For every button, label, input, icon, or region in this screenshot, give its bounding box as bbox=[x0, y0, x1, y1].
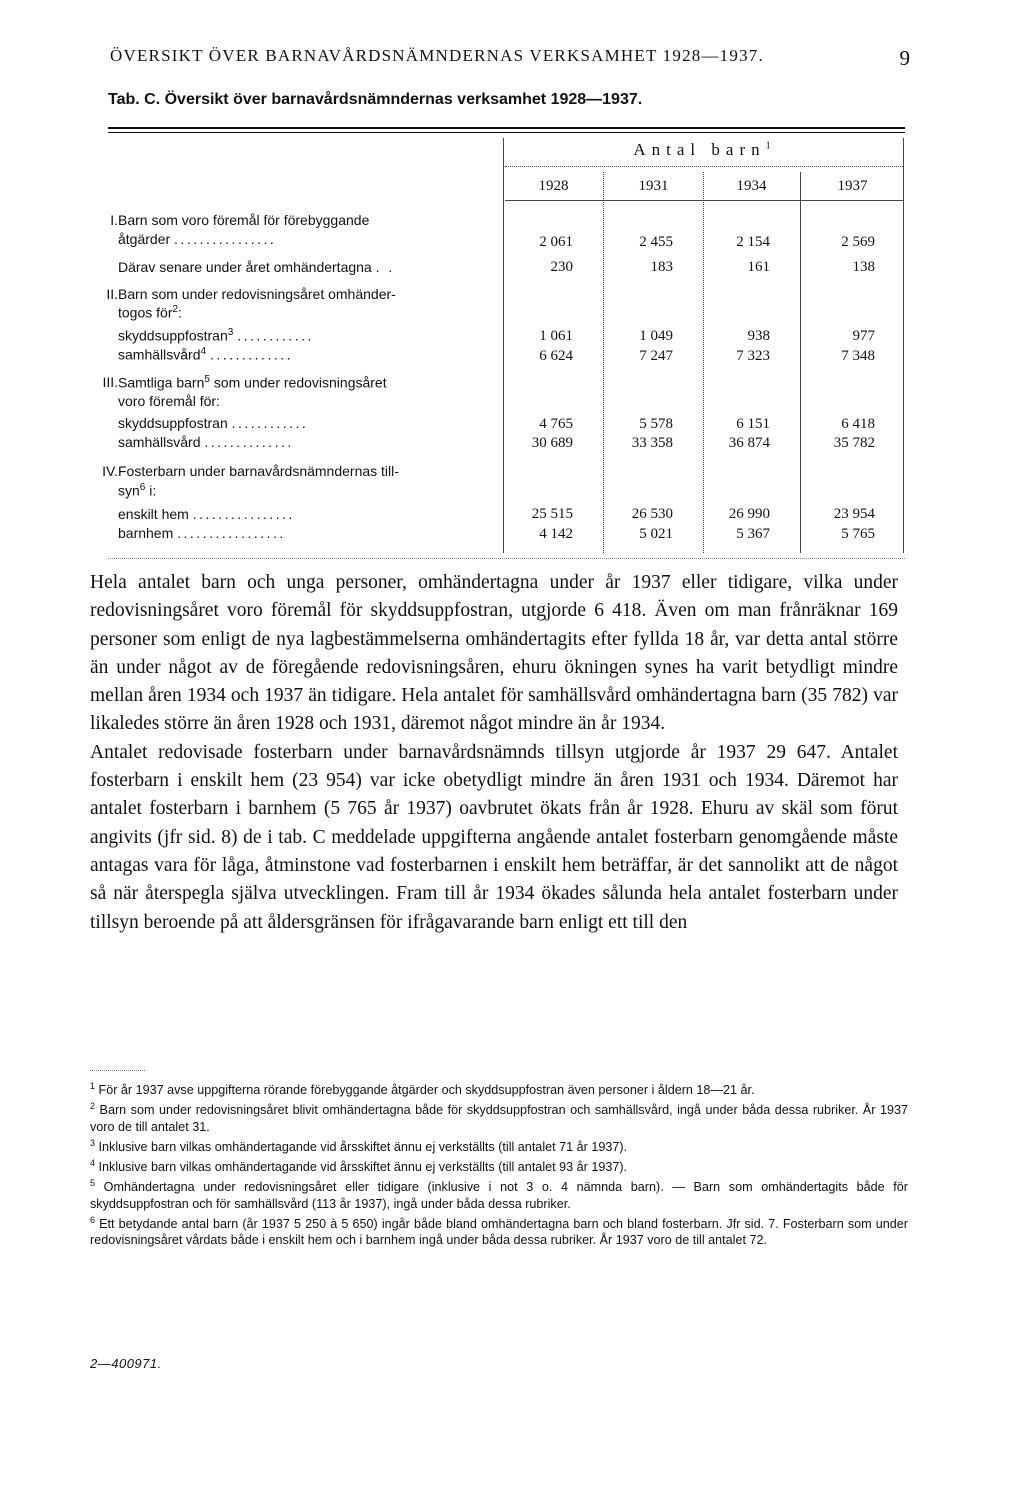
table-cell: 6 624 bbox=[539, 348, 573, 364]
table-bottom-rule bbox=[108, 558, 905, 559]
table-title: Tab. C. Översikt över barnavårdsnämndernas verksamhet 1928—1937. bbox=[108, 91, 643, 108]
footnote-text: Omhändertagna under redovisningsåret eller tidigare (inklusive i not 3 o. 4 nämnda barn). — Barn som omhändertagits både för skyddsuppfostran och för samhällsvård (113 år 1937), ingå under båda dessa rubriker. bbox=[90, 1180, 908, 1211]
table-cell: 2 455 bbox=[639, 234, 673, 250]
table-row bbox=[118, 231, 276, 247]
table-cell: 1 049 bbox=[639, 328, 673, 344]
dot-leaders: ............. bbox=[209, 346, 294, 363]
row-label-tail: i: bbox=[149, 482, 157, 499]
page-number: 9 bbox=[899, 46, 910, 70]
table-cell: 30 689 bbox=[531, 435, 573, 451]
row-label-text: syn bbox=[118, 482, 140, 499]
group-header bbox=[505, 140, 905, 160]
footnote bbox=[90, 1135, 908, 1155]
footnote bbox=[90, 1155, 908, 1175]
footnote-mark: 5 bbox=[204, 374, 210, 385]
row-label: skyddsuppfostran bbox=[118, 327, 228, 344]
dot-leaders: ............ bbox=[231, 415, 309, 431]
table-row bbox=[118, 434, 294, 450]
dot-leaders: . . bbox=[375, 259, 395, 275]
footnote bbox=[90, 1212, 908, 1248]
footnote-text: Inklusive barn vilkas omhändertagande vid årsskiftet ännu ej verkställts (till antalet 71 år 1937). bbox=[98, 1139, 628, 1154]
row-label: Barn som under redovisningsåret omhänder- bbox=[118, 286, 396, 302]
footnote-text: Inklusive barn vilkas omhändertagande vid årsskiftet ännu ej verkställts (till antalet 93 år 1937). bbox=[98, 1160, 628, 1175]
dot-leaders: ............ bbox=[237, 327, 314, 344]
table-cell: 1 061 bbox=[539, 328, 573, 344]
table-cell: 183 bbox=[650, 259, 673, 275]
row-label: samhällsvård bbox=[118, 346, 201, 363]
footnote-mark: 1 bbox=[90, 1081, 96, 1091]
row-label-tail: som under redovisningsåret bbox=[213, 374, 387, 391]
row-label: barnhem bbox=[118, 525, 174, 541]
footnote bbox=[90, 1078, 908, 1098]
print-signature: 2—400971. bbox=[90, 1356, 162, 1371]
row-label: Barn som voro föremål för förebyggande bbox=[118, 212, 370, 228]
table-row bbox=[118, 525, 286, 541]
running-head-title: ÖVERSIKT ÖVER BARNAVÅRDSNÄMNDERNAS VERKSAMHET 1928—1937. bbox=[110, 46, 764, 65]
running-head bbox=[110, 46, 910, 74]
row-label bbox=[118, 374, 387, 391]
table-cell: 4 765 bbox=[539, 416, 573, 432]
table-cell: 2 061 bbox=[539, 234, 573, 250]
row-label: Fosterbarn under barnavårdsnämndernas till- bbox=[118, 463, 399, 479]
table-cell: 2 154 bbox=[736, 234, 770, 250]
row-label bbox=[118, 304, 182, 321]
dot-leaders: .............. bbox=[204, 434, 294, 450]
dot-leaders: ................. bbox=[177, 525, 286, 541]
column-divider bbox=[903, 138, 904, 553]
footnote-mark: 3 bbox=[90, 1137, 96, 1148]
footnote-mark: 4 bbox=[90, 1157, 96, 1168]
footnote-mark: 2 bbox=[90, 1101, 96, 1112]
footnote-separator bbox=[90, 1070, 145, 1071]
table-row bbox=[118, 327, 314, 344]
row-label-text: togos för bbox=[118, 304, 173, 321]
statistics-table bbox=[102, 132, 905, 552]
footnote-text: Barn som under redovisningsåret blivit omhändertagna både för skyddsuppfostran och samhällsvård, ingå under båda dessa rubriker. År 1937 voro de till antalet 31. bbox=[90, 1103, 908, 1134]
table-cell: 25 515 bbox=[531, 506, 573, 522]
paragraph: Antalet redovisade fosterbarn under barnavårdsnämnds tillsyn utgjorde år 1937 29 647. Antalet fosterbarn i enskilt hem (23 954) var icke obetydligt mindre än åren 1931 och 1934. Däremot har antalet fosterbarn i barnhem (5 765 år 1937) oavbrutet ökats från år 1928. Ehuru av skäl som förut angivits (jfr sid. 8) de i tab. C meddelade uppgifterna angående antalet fosterbarn genomgående måste antagas vara för låga, åtminstone vad fosterbarnen i enskilt hem beträffar, är det sannolikt att de något så när återspegla själva utvecklingen. Fram till år 1934 ökades sålunda hela antalet fosterbarn under tillsyn beroende på att åldersgränsen för ifrågavarande barn enligt ett till den bbox=[90, 741, 898, 933]
body-text bbox=[90, 569, 898, 937]
row-label: enskilt hem bbox=[118, 506, 189, 522]
year-header: 1937 bbox=[837, 178, 868, 194]
row-label-text: Samtliga barn bbox=[118, 374, 205, 391]
table-row bbox=[118, 506, 295, 522]
table-cell: 5 021 bbox=[639, 526, 673, 542]
header-divider bbox=[505, 166, 903, 167]
table-cell: 7 247 bbox=[639, 348, 673, 364]
table-cell: 6 151 bbox=[736, 416, 770, 432]
row-label: Därav senare under året omhändertagna bbox=[118, 259, 372, 275]
header-bottom-rule bbox=[505, 200, 903, 201]
paragraph: Hela antalet barn och unga personer, omhändertagna under år 1937 eller tidigare, vilka under redovisningsåret voro föremål för skyddsuppfostran, utgjorde 6 418. Även om man frånräknar 169 personer som enligt de nya lagbestämmelserna omhändertagits efter fyllda 18 år, var detta antal större än under något av de föregående redovisningsåren, ehuru ökningen synes ha varit betydligt mindre mellan åren 1934 och 1937 än tidigare. Hela antalet för samhällsvård omhändertagna barn (35 782) var likaledes större än åren 1928 och 1931, däremot något mindre än år 1934. bbox=[90, 572, 898, 735]
table-cell: 7 348 bbox=[841, 348, 875, 364]
table-cell: 26 530 bbox=[631, 506, 673, 522]
table-cell: 33 358 bbox=[631, 435, 673, 451]
year-header: 1934 bbox=[736, 178, 767, 194]
footnote-text: Ett betydande antal barn (år 1937 5 250 à 5 650) ingår både bland omhändertagna barn och bland fosterbarn. Jfr sid. 7. Fosterbarn som under redovisningsåret vårdats både i enskilt hem och i barnhem ingå under båda dessa rubriker. År 1937 voro de till antalet 72. bbox=[90, 1216, 908, 1247]
footnote-mark: 3 bbox=[227, 327, 234, 338]
column-divider bbox=[503, 138, 504, 553]
footnote-mark: 2 bbox=[172, 304, 179, 315]
footnote-text: För år 1937 avse uppgifterna rörande förebyggande åtgärder och skyddsuppfostran även personer i åldern 18—21 år. bbox=[98, 1083, 755, 1098]
table-cell: 4 142 bbox=[539, 526, 573, 542]
dot-leaders: ................ bbox=[192, 506, 295, 522]
table-cell: 2 569 bbox=[841, 234, 875, 250]
footnote-mark: 1 bbox=[765, 140, 777, 152]
table-cell: 26 990 bbox=[728, 506, 770, 522]
row-label: åtgärder bbox=[118, 231, 171, 247]
table-row bbox=[118, 346, 293, 363]
table-cell: 6 418 bbox=[841, 416, 875, 432]
footnote-mark: 5 bbox=[90, 1178, 96, 1189]
footnote-mark: 6 bbox=[90, 1214, 96, 1225]
table-cell: 36 874 bbox=[728, 435, 770, 451]
dot-leaders: ................ bbox=[174, 231, 277, 247]
footnote bbox=[90, 1098, 908, 1134]
footnote-mark: 6 bbox=[139, 482, 146, 493]
table-cell: 138 bbox=[852, 259, 875, 275]
row-label: samhällsvård bbox=[118, 434, 201, 450]
section-number: IV. bbox=[102, 463, 118, 479]
row-label bbox=[118, 482, 156, 499]
footnote bbox=[90, 1175, 908, 1211]
year-header: 1928 bbox=[538, 178, 569, 194]
table-cell: 35 782 bbox=[833, 435, 875, 451]
row-label: voro föremål för: bbox=[118, 393, 220, 409]
table-cell: 5 367 bbox=[736, 526, 770, 542]
year-header: 1931 bbox=[638, 178, 669, 194]
table-cell: 977 bbox=[852, 328, 875, 344]
table-row bbox=[118, 415, 308, 431]
table-row bbox=[118, 259, 395, 275]
table-cell: 938 bbox=[747, 328, 770, 344]
section-number: II. bbox=[106, 286, 118, 302]
row-label-tail: : bbox=[178, 304, 182, 321]
table-cell: 5 578 bbox=[639, 416, 673, 432]
footnote-mark: 4 bbox=[200, 346, 207, 357]
section-number: I. bbox=[110, 212, 118, 228]
table-cell: 230 bbox=[550, 259, 573, 275]
row-label: skyddsuppfostran bbox=[118, 415, 228, 431]
section-number: III. bbox=[102, 374, 118, 390]
footnotes bbox=[90, 1078, 908, 1248]
table-cell: 5 765 bbox=[841, 526, 875, 542]
table-cell: 7 323 bbox=[736, 348, 770, 364]
group-header-text: Antal barn bbox=[633, 140, 766, 159]
table-cell: 161 bbox=[747, 259, 770, 275]
table-cell: 23 954 bbox=[833, 506, 875, 522]
